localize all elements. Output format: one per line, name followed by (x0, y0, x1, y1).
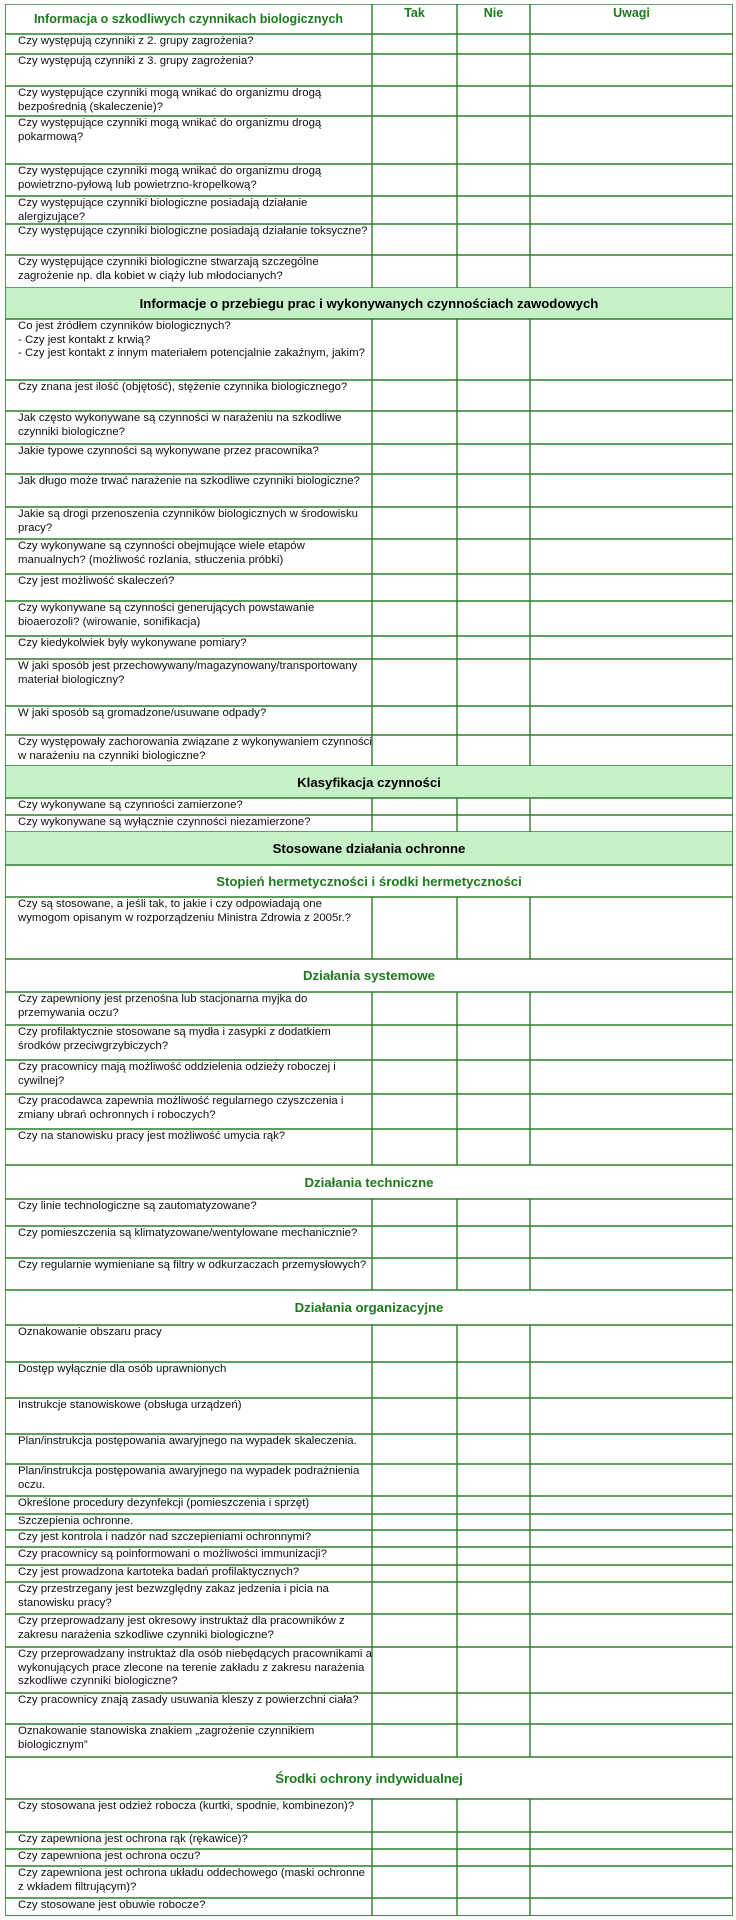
answer-cell-nie[interactable] (457, 1582, 530, 1614)
answer-cell-tak[interactable] (372, 1849, 457, 1866)
answer-cell-tak[interactable] (372, 1060, 457, 1094)
section-heading: Klasyfikacja czynności (297, 774, 441, 790)
answer-cell-tak[interactable] (372, 34, 457, 54)
question-text: Czy wykonywane są czynności zamierzone? (18, 799, 243, 811)
answer-cell-tak[interactable] (372, 1582, 457, 1614)
question-text: Oznakowanie obszaru pracy (18, 1326, 162, 1338)
answer-cell-uwagi[interactable] (530, 636, 733, 659)
answer-cell-uwagi[interactable] (530, 1258, 733, 1290)
answer-cell-nie[interactable] (457, 815, 530, 832)
answer-cell-nie[interactable] (457, 444, 530, 474)
answer-cell-tak[interactable] (372, 539, 457, 574)
answer-cell-tak[interactable] (372, 1647, 457, 1693)
question-text: Czy stosowana jest odzież robocza (kurtki, spodnie, kombinezon)? (18, 1800, 355, 1812)
answer-cell-uwagi[interactable] (530, 601, 733, 636)
question-text: Czy przestrzegany jest bezwzględny zakaz jedzenia i picia na stanowisku pracy? (18, 1583, 329, 1609)
answer-cell-uwagi[interactable] (530, 815, 733, 832)
answer-cell-uwagi[interactable] (530, 1464, 733, 1496)
question-text: Czy występują czynniki z 2. grupy zagrożenia? (18, 35, 254, 47)
question-text: Oznakowanie stanowiska znakiem „zagrożenie czynnikiem biologicznym” (18, 1725, 315, 1751)
answer-cell-uwagi[interactable] (530, 1514, 733, 1530)
answer-cell-nie[interactable] (457, 1693, 530, 1724)
answer-cell-uwagi[interactable] (530, 1849, 733, 1866)
answer-cell-uwagi[interactable] (530, 706, 733, 735)
column-header-tak: Tak (404, 6, 425, 20)
answer-cell-nie[interactable] (457, 196, 530, 224)
answer-cell-nie[interactable] (457, 539, 530, 574)
answer-cell-uwagi[interactable] (530, 1434, 733, 1464)
answer-cell-nie[interactable] (457, 1362, 530, 1398)
answer-cell-nie[interactable] (457, 1258, 530, 1290)
question-text: Czy jest prowadzona kartoteka badań profilaktycznych? (18, 1566, 300, 1578)
answer-cell-uwagi[interactable] (530, 897, 733, 959)
answer-cell-nie[interactable] (457, 86, 530, 116)
answer-cell-nie[interactable] (457, 1866, 530, 1898)
answer-cell-tak[interactable] (372, 1832, 457, 1849)
answer-cell-tak[interactable] (372, 1398, 457, 1434)
question-text: Dostęp wyłącznie dla osób uprawnionych (18, 1363, 227, 1375)
answer-cell-nie[interactable] (457, 54, 530, 86)
answer-cell-tak[interactable] (372, 411, 457, 444)
answer-cell-uwagi[interactable] (530, 164, 733, 196)
answer-cell-nie[interactable] (457, 897, 530, 959)
answer-cell-nie[interactable] (457, 507, 530, 539)
answer-cell-nie[interactable] (457, 411, 530, 444)
answer-cell-uwagi[interactable] (530, 1693, 733, 1724)
answer-cell-uwagi[interactable] (530, 735, 733, 766)
answer-cell-nie[interactable] (457, 1129, 530, 1165)
answer-cell-uwagi[interactable] (530, 196, 733, 224)
answer-cell-uwagi[interactable] (530, 116, 733, 164)
answer-cell-tak[interactable] (372, 1530, 457, 1547)
answer-cell-tak[interactable] (372, 897, 457, 959)
answer-cell-uwagi[interactable] (530, 474, 733, 507)
answer-cell-nie[interactable] (457, 380, 530, 411)
answer-cell-nie[interactable] (457, 255, 530, 288)
question-text: Czy zapewniona jest ochrona układu oddechowego (maski ochronne z wkładem filtrującym)? (18, 1867, 365, 1893)
answer-cell-tak[interactable] (372, 1514, 457, 1530)
answer-cell-nie[interactable] (457, 706, 530, 735)
question-text: Czy występujące czynniki mogą wnikać do organizmu drogą bezpośrednią (skaleczenie)? (18, 87, 322, 113)
answer-cell-tak[interactable] (372, 1693, 457, 1724)
answer-cell-uwagi[interactable] (530, 1129, 733, 1165)
question-text: Czy jest kontrola i nadzór nad szczepieniami ochronnymi? (18, 1531, 312, 1543)
answer-cell-tak[interactable] (372, 1025, 457, 1060)
answer-cell-tak[interactable] (372, 1094, 457, 1129)
answer-cell-uwagi[interactable] (530, 1832, 733, 1849)
answer-cell-tak[interactable] (372, 86, 457, 116)
answer-cell-uwagi[interactable] (530, 574, 733, 601)
question-text: Jak długo może trwać narażenie na szkodliwe czynniki biologiczne? (18, 475, 360, 487)
answer-cell-nie[interactable] (457, 1514, 530, 1530)
question-text: Plan/instrukcja postępowania awaryjnego na wypadek podrażnienia oczu. (18, 1465, 360, 1491)
answer-cell-uwagi[interactable] (530, 86, 733, 116)
question-text: W jaki sposób jest przechowywany/magazynowany/transportowany materiał biologiczny? (18, 660, 358, 686)
answer-cell-tak[interactable] (372, 706, 457, 735)
answer-cell-uwagi[interactable] (530, 255, 733, 288)
answer-cell-tak[interactable] (372, 992, 457, 1025)
question-text: Czy na stanowisku pracy jest możliwość umycia rąk? (18, 1130, 286, 1142)
answer-cell-nie[interactable] (457, 992, 530, 1025)
answer-cell-nie[interactable] (457, 1565, 530, 1582)
answer-cell-tak[interactable] (372, 1724, 457, 1757)
answer-cell-tak[interactable] (372, 54, 457, 86)
answer-cell-uwagi[interactable] (530, 659, 733, 706)
answer-cell-nie[interactable] (457, 1398, 530, 1434)
question-text: Czy występujące czynniki mogą wnikać do organizmu drogą pokarmową? (18, 117, 322, 143)
answer-cell-uwagi[interactable] (530, 1724, 733, 1757)
answer-cell-uwagi[interactable] (530, 1325, 733, 1362)
answer-cell-tak[interactable] (372, 574, 457, 601)
answer-cell-tak[interactable] (372, 1129, 457, 1165)
answer-cell-nie[interactable] (457, 1464, 530, 1496)
answer-cell-uwagi[interactable] (530, 1898, 733, 1916)
answer-cell-tak[interactable] (372, 636, 457, 659)
subsection-heading: Działania organizacyjne (294, 1300, 444, 1315)
answer-cell-nie[interactable] (457, 319, 530, 380)
answer-cell-tak[interactable] (372, 1258, 457, 1290)
answer-cell-nie[interactable] (457, 1060, 530, 1094)
answer-cell-uwagi[interactable] (530, 798, 733, 815)
answer-cell-uwagi[interactable] (530, 54, 733, 86)
answer-cell-tak[interactable] (372, 1898, 457, 1916)
answer-cell-nie[interactable] (457, 1325, 530, 1362)
answer-cell-uwagi[interactable] (530, 34, 733, 54)
answer-cell-tak[interactable] (372, 1226, 457, 1258)
answer-cell-uwagi[interactable] (530, 411, 733, 444)
question-text: Czy regularnie wymieniane są filtry w odkurzaczach przemysłowych? (18, 1259, 367, 1271)
question-text: Co jest źródłem czynników biologicznych? - Czy jest kontakt z krwią? - Czy jest kontakt z innym materiałem potencjalnie zakaźnym, jakim? (18, 320, 365, 360)
answer-cell-uwagi[interactable] (530, 1362, 733, 1398)
subsection-heading: Środki ochrony indywidualnej (275, 1770, 463, 1786)
answer-cell-nie[interactable] (457, 735, 530, 766)
question-text: Czy występujące czynniki biologiczne posiadają działanie alergizujące? (18, 197, 308, 223)
question-text: Czy są stosowane, a jeśli tak, to jakie i czy odpowiadają one wymogom opisanym w rozporządzeniu Ministra Zdrowia z 2005r.? (18, 898, 351, 924)
answer-cell-nie[interactable] (457, 1496, 530, 1514)
answer-cell-tak[interactable] (372, 444, 457, 474)
answer-cell-nie[interactable] (457, 636, 530, 659)
section-heading: Informacje o przebiegu prac i wykonywanych czynnościach zawodowych (139, 296, 599, 311)
answer-cell-nie[interactable] (457, 34, 530, 54)
answer-cell-nie[interactable] (457, 116, 530, 164)
answer-cell-nie[interactable] (457, 224, 530, 255)
question-text: Szczepienia ochronne. (18, 1515, 134, 1527)
answer-cell-tak[interactable] (372, 1799, 457, 1832)
question-text: Czy zapewniona jest ochrona oczu? (18, 1850, 201, 1862)
answer-cell-nie[interactable] (457, 1724, 530, 1757)
answer-cell-uwagi[interactable] (530, 380, 733, 411)
question-text: Czy wykonywane są czynności obejmujące wiele etapów manualnych? (możliwość rozlania, stłuczenia próbki) (18, 540, 305, 566)
answer-cell-uwagi[interactable] (530, 1614, 733, 1647)
answer-cell-uwagi[interactable] (530, 539, 733, 574)
answer-cell-uwagi[interactable] (530, 1866, 733, 1898)
answer-cell-nie[interactable] (457, 1799, 530, 1832)
answer-cell-uwagi[interactable] (530, 1094, 733, 1129)
answer-cell-tak[interactable] (372, 601, 457, 636)
question-text: Jakie są drogi przenoszenia czynników biologicznych w środowisku pracy? (18, 508, 358, 534)
answer-cell-nie[interactable] (457, 1898, 530, 1916)
answer-cell-uwagi[interactable] (530, 507, 733, 539)
question-text: Czy zapewniona jest ochrona rąk (rękawice)? (18, 1833, 248, 1845)
answer-cell-nie[interactable] (457, 1530, 530, 1547)
question-text: Określone procedury dezynfekcji (pomieszczenia i sprzęt) (18, 1497, 310, 1509)
question-text: Czy występujące czynniki biologiczne stwarzają szczególne zagrożenie np. dla kobiet w ciąży lub młodocianych? (18, 256, 319, 282)
answer-cell-tak[interactable] (372, 116, 457, 164)
question-text: Czy przeprowadzany instruktaż dla osób niebędących pracownikami a wykonujących prace zlecone na terenie zakładu z zakresu narażenia szkodliwe czynniki biologiczne? (18, 1648, 372, 1688)
subsection-heading: Działania systemowe (303, 968, 435, 983)
answer-cell-nie[interactable] (457, 1226, 530, 1258)
section-heading: Stosowane działania ochronne (272, 841, 466, 856)
question-text: W jaki sposób są gromadzone/usuwane odpady? (18, 707, 267, 719)
answer-cell-nie[interactable] (457, 164, 530, 196)
question-text: Czy pracownicy mają możliwość oddzielenia odzieży roboczej i cywilnej? (18, 1061, 336, 1087)
answer-cell-uwagi[interactable] (530, 1565, 733, 1582)
answer-cell-nie[interactable] (457, 574, 530, 601)
question-text: Czy jest możliwość skaleczeń? (18, 575, 175, 587)
answer-cell-nie[interactable] (457, 1614, 530, 1647)
answer-cell-tak[interactable] (372, 1325, 457, 1362)
question-text: Czy zapewniony jest przenośna lub stacjonarna myjka do przemywania oczu? (18, 993, 308, 1019)
column-header-nie: Nie (483, 6, 504, 20)
question-text: Czy pracodawca zapewnia możliwość regularnego czyszczenia i zmiany ubrań ochronnych i roboczych? (18, 1095, 344, 1121)
answer-cell-tak[interactable] (372, 1547, 457, 1565)
question-text: Czy linie technologiczne są zautomatyzowane? (18, 1200, 257, 1212)
table-header-title: Informacja o szkodliwych czynnikach biologicznych (33, 12, 344, 26)
answer-cell-uwagi[interactable] (530, 1647, 733, 1693)
answer-cell-tak[interactable] (372, 659, 457, 706)
answer-cell-nie[interactable] (457, 1849, 530, 1866)
answer-cell-tak[interactable] (372, 319, 457, 380)
question-text: Jakie typowe czynności są wykonywane przez pracownika? (18, 445, 319, 457)
answer-cell-uwagi[interactable] (530, 1025, 733, 1060)
question-text: Jak często wykonywane są czynności w narażeniu na szkodliwe czynniki biologiczne? (18, 412, 342, 438)
question-text: Czy występują czynniki z 3. grupy zagrożenia? (18, 55, 254, 67)
question-text: Czy pracownicy są poinformowani o możliwości immunizacji? (18, 1548, 327, 1560)
answer-cell-uwagi[interactable] (530, 1547, 733, 1565)
question-text: Czy znana jest ilość (objętość), stężenie czynnika biologicznego? (18, 381, 348, 393)
question-text: Instrukcje stanowiskowe (obsługa urządzeń) (18, 1399, 242, 1411)
answer-cell-uwagi[interactable] (530, 1199, 733, 1226)
answer-cell-tak[interactable] (372, 474, 457, 507)
answer-cell-uwagi[interactable] (530, 224, 733, 255)
answer-cell-nie[interactable] (457, 659, 530, 706)
answer-cell-nie[interactable] (457, 1647, 530, 1693)
question-text: Czy wykonywane są czynności generujących powstawanie bioaerozoli? (wirowanie, sonifikacja) (18, 602, 315, 628)
answer-cell-uwagi[interactable] (530, 1398, 733, 1434)
answer-cell-nie[interactable] (457, 798, 530, 815)
answer-cell-uwagi[interactable] (530, 1496, 733, 1514)
checklist-sheet (5, 4, 733, 1916)
answer-cell-tak[interactable] (372, 1199, 457, 1226)
answer-cell-nie[interactable] (457, 474, 530, 507)
question-text: Plan/instrukcja postępowania awaryjnego na wypadek skaleczenia. (18, 1435, 357, 1447)
answer-cell-tak[interactable] (372, 224, 457, 255)
question-text: Czy pracownicy znają zasady usuwania kleszy z powierzchni ciała? (18, 1694, 359, 1706)
answer-cell-uwagi[interactable] (530, 444, 733, 474)
answer-cell-tak[interactable] (372, 735, 457, 766)
answer-cell-tak[interactable] (372, 1496, 457, 1514)
question-text: Czy stosowane jest obuwie robocze? (18, 1899, 206, 1911)
answer-cell-uwagi[interactable] (530, 319, 733, 380)
answer-cell-tak[interactable] (372, 1362, 457, 1398)
answer-cell-tak[interactable] (372, 1565, 457, 1582)
answer-cell-nie[interactable] (457, 1547, 530, 1565)
answer-cell-uwagi[interactable] (530, 1530, 733, 1547)
answer-cell-nie[interactable] (457, 1199, 530, 1226)
column-header-uwagi: Uwagi (613, 6, 650, 20)
answer-cell-tak[interactable] (372, 798, 457, 815)
question-text: Czy występujące czynniki biologiczne posiadają działanie toksyczne? (18, 225, 368, 237)
answer-cell-tak[interactable] (372, 1866, 457, 1898)
subsection-heading: Działania techniczne (304, 1174, 434, 1190)
subsection-heading: Stopień hermetyczności i środki hermetyczności (216, 873, 522, 889)
question-text: Czy profilaktycznie stosowane są mydła i zasypki z dodatkiem środków przeciwgrzybiczych? (18, 1026, 331, 1052)
answer-cell-uwagi[interactable] (530, 1060, 733, 1094)
answer-cell-uwagi[interactable] (530, 1582, 733, 1614)
question-text: Czy kiedykolwiek były wykonywane pomiary? (18, 637, 247, 649)
answer-cell-nie[interactable] (457, 601, 530, 636)
answer-cell-tak[interactable] (372, 380, 457, 411)
question-text: Czy wykonywane są wyłącznie czynności niezamierzone? (18, 816, 311, 828)
answer-cell-tak[interactable] (372, 507, 457, 539)
answer-cell-tak[interactable] (372, 1464, 457, 1496)
answer-cell-tak[interactable] (372, 164, 457, 196)
answer-cell-nie[interactable] (457, 1094, 530, 1129)
answer-cell-tak[interactable] (372, 815, 457, 832)
answer-cell-uwagi[interactable] (530, 992, 733, 1025)
answer-cell-tak[interactable] (372, 1434, 457, 1464)
question-text: Czy pomieszczenia są klimatyzowane/wentylowane mechanicznie? (18, 1227, 358, 1239)
answer-cell-uwagi[interactable] (530, 1226, 733, 1258)
answer-cell-tak[interactable] (372, 255, 457, 288)
answer-cell-nie[interactable] (457, 1832, 530, 1849)
answer-cell-nie[interactable] (457, 1434, 530, 1464)
answer-cell-uwagi[interactable] (530, 1799, 733, 1832)
answer-cell-tak[interactable] (372, 1614, 457, 1647)
answer-cell-tak[interactable] (372, 196, 457, 224)
answer-cell-nie[interactable] (457, 1025, 530, 1060)
question-text: Czy występowały zachorowania związane z wykonywaniem czynności w narażeniu na czynniki biologiczne? (18, 736, 372, 762)
question-text: Czy przeprowadzany jest okresowy instruktaż dla pracowników z zakresu narażenia szkodliwe czynniki biologiczne? (18, 1615, 345, 1641)
question-text: Czy występujące czynniki mogą wnikać do organizmu drogą powietrzno-pyłową lub powietrzno-kropelkową? (18, 165, 322, 191)
